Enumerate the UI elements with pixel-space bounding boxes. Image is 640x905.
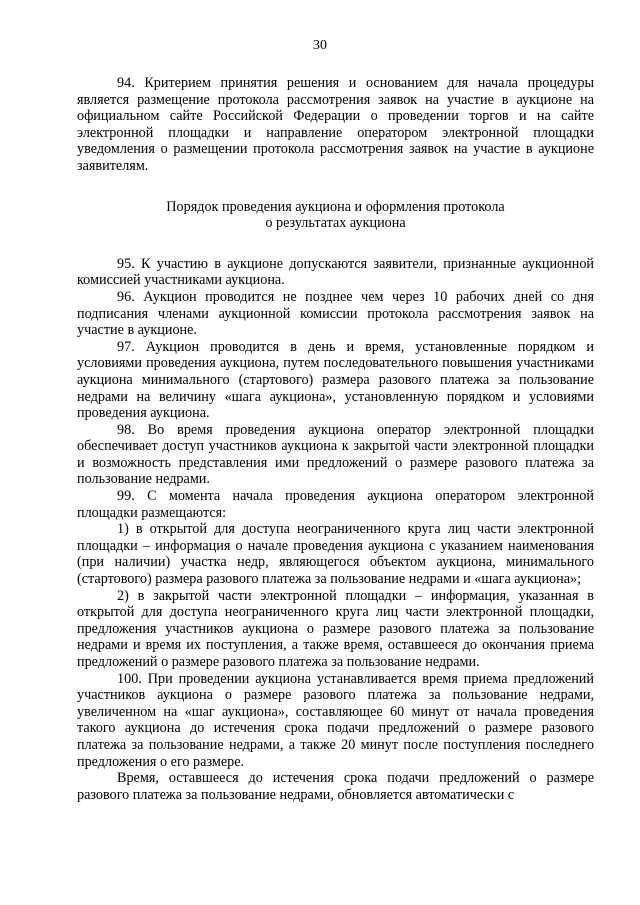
paragraph-100-continuation: Время, оставшееся до истечения срока подачи предложений о размере разового платежа за пользование недрами, обновляется автоматически с xyxy=(77,770,594,803)
paragraph-98: 98. Во время проведения аукциона оператор электронной площадки обеспечивает доступ участников аукциона к закрытой части электронной площадки и возможность представления ими предложений о размере разового платежа за пользование недрами. xyxy=(77,421,594,488)
paragraph-95: 95. К участию в аукционе допускаются заявители, признанные аукционной комиссией участниками аукциона. xyxy=(77,255,594,289)
section-heading-line-2: о результатах аукциона xyxy=(265,215,406,232)
paragraph-99: 99. С момента начала проведения аукциона оператором электронной площадки размещаются: xyxy=(77,488,594,521)
paragraph-100: 100. При проведении аукциона устанавливается время приема предложений участников аукциона о размере разового платежа за пользование недрами, увеличенном на «шаг аукциона», составляющее 60 минут от начала проведения такого аукциона до истечения срока подачи предложений о размере разового платежа за пользование недрами, а также 20 минут после поступления последнего предложения о его размере. xyxy=(77,670,594,770)
page-number: 30 xyxy=(313,38,327,53)
paragraph-99-item-2: 2) в закрытой части электронной площадки – информация, указанная в открытой для доступа неограниченного круга лиц части электронной площадки, предложения участников аукциона о размере разового платежа за пользование недрами и время их поступления, а также время, оставшееся до окончания приема предложений о размере разового платежа за пользование недрами. xyxy=(77,587,594,670)
section-heading xyxy=(77,175,594,256)
paragraph-96: 96. Аукцион проводится не позднее чем через 10 рабочих дней со дня подписания членами аукционной комиссии протокола рассмотрения заявок на участие в аукционе. xyxy=(77,288,594,339)
paragraph-94: 94. Критерием принятия решения и основанием для начала процедуры является размещение протокола рассмотрения заявок на участие в аукционе на официальном сайте Российской Федерации о проведении торгов и на сайте электронной площадки и направление оператором электронной площадки уведомления о размещении протокола рассмотрения заявок на участие в аукционе заявителям. xyxy=(77,75,594,174)
section-heading-line-1: Порядок проведения аукциона и оформления протокола xyxy=(166,198,505,215)
document-body xyxy=(77,75,594,803)
paragraph-99-item-1: 1) в открытой для доступа неограниченного круга лиц части электронной площадки – информация о начале проведения аукциона с указанием наименования (при наличии) участка недр, являющегося объектом аукциона, минимального (стартового) размера разового платежа за пользование недрами и «шага аукциона»; xyxy=(77,521,594,588)
paragraph-97: 97. Аукцион проводится в день и время, установленные порядком и условиями проведения аукциона, путем последовательного повышения участниками аукциона минимального (стартового) размера разового платежа за пользование недрами на величину «шага аукциона», установленную порядком и условиями проведения аукциона. xyxy=(77,338,594,422)
